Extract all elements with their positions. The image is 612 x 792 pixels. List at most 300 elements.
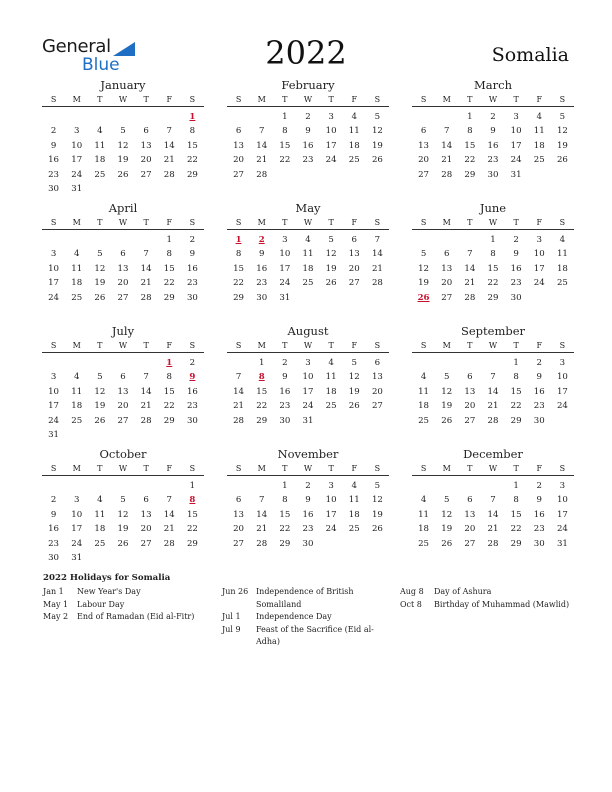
- day-cell: 10: [325, 126, 337, 137]
- month-title: February: [281, 78, 335, 92]
- day-cell: 16: [279, 386, 291, 397]
- weekday-label: W: [303, 95, 313, 104]
- weekday-header: [227, 339, 389, 353]
- day-cell: 13: [348, 249, 360, 260]
- weekday-label: M: [257, 218, 266, 227]
- weekday-label: T: [143, 464, 149, 473]
- holiday-day-cell: 26: [417, 292, 430, 303]
- day-cell: 18: [348, 140, 360, 151]
- day-cell: 12: [371, 495, 383, 506]
- day-cell: 7: [166, 126, 172, 137]
- day-cell: 28: [256, 169, 268, 180]
- weekday-label: T: [328, 95, 334, 104]
- month-july: [42, 324, 204, 442]
- weekday-header: [227, 462, 389, 476]
- weekday-label: T: [282, 95, 288, 104]
- day-cell: 8: [166, 249, 172, 260]
- weekday-label: M: [72, 464, 81, 473]
- day-cell: 9: [536, 372, 542, 383]
- day-blank: [111, 233, 134, 247]
- day-cell: 13: [233, 509, 245, 520]
- day-grid: [227, 230, 389, 305]
- day-cell: 29: [163, 415, 175, 426]
- day-cell: 8: [282, 126, 288, 137]
- day-cell: 9: [305, 126, 311, 137]
- day-blank: [227, 356, 250, 370]
- day-cell: 14: [140, 386, 152, 397]
- weekday-label: F: [166, 95, 173, 104]
- day-cell: 15: [279, 140, 291, 151]
- day-cell: 24: [510, 155, 522, 166]
- day-cell: 27: [371, 401, 383, 412]
- holiday-list-title: 2022 Holidays for Somalia: [43, 573, 171, 583]
- day-blank: [65, 356, 88, 370]
- day-cell: 18: [71, 401, 83, 412]
- day-cell: 22: [279, 155, 291, 166]
- day-cell: 1: [282, 112, 288, 122]
- weekday-label: T: [97, 341, 103, 350]
- day-cell: 2: [305, 481, 311, 491]
- holiday-day-cell: 1: [235, 235, 242, 245]
- day-grid: [42, 353, 204, 442]
- day-cell: 24: [71, 169, 83, 180]
- day-cell: 16: [302, 509, 314, 520]
- day-cell: 6: [120, 249, 126, 260]
- day-grid: [227, 107, 389, 182]
- day-cell: 5: [120, 126, 126, 137]
- day-cell: 11: [94, 509, 106, 520]
- day-cell: 4: [420, 372, 427, 383]
- day-cell: 31: [71, 552, 83, 563]
- day-cell: 4: [420, 495, 427, 506]
- day-grid: [412, 107, 574, 182]
- holiday-date: Jul 1: [222, 612, 241, 621]
- day-cell: 2: [513, 235, 519, 245]
- day-cell: 5: [559, 112, 566, 122]
- day-cell: 19: [441, 524, 453, 535]
- day-blank: [42, 110, 65, 124]
- day-cell: 25: [302, 278, 314, 289]
- day-cell: 7: [443, 126, 450, 137]
- weekday-label: T: [143, 95, 149, 104]
- day-cell: 27: [348, 278, 360, 289]
- day-cell: 16: [533, 386, 545, 397]
- holiday-item: [43, 611, 211, 624]
- day-cell: 20: [140, 155, 152, 166]
- day-cell: 15: [186, 140, 198, 151]
- day-blank: [42, 356, 65, 370]
- day-cell: 16: [48, 524, 60, 535]
- weekday-label: M: [72, 341, 81, 350]
- day-cell: 3: [328, 112, 334, 122]
- day-cell: 15: [163, 263, 175, 274]
- day-cell: 14: [464, 263, 476, 274]
- weekday-header: [227, 216, 389, 230]
- day-cell: 25: [418, 415, 430, 426]
- weekday-label: T: [328, 341, 334, 350]
- day-cell: 10: [48, 263, 60, 274]
- day-cell: 13: [140, 509, 152, 520]
- weekday-header: [412, 216, 574, 230]
- month-title: May: [295, 201, 321, 215]
- day-cell: 27: [140, 169, 152, 180]
- holiday-list: [43, 572, 583, 646]
- day-cell: 7: [235, 372, 242, 383]
- day-cell: 5: [97, 249, 103, 260]
- holiday-day-cell: 1: [166, 358, 173, 368]
- month-title: July: [111, 324, 135, 338]
- day-cell: 11: [302, 249, 314, 260]
- day-cell: 4: [536, 112, 542, 122]
- month-january: [42, 78, 204, 196]
- weekday-label: S: [50, 464, 57, 473]
- holiday-date: May 1: [43, 599, 69, 609]
- day-cell: 15: [186, 509, 198, 520]
- day-blank: [458, 233, 481, 247]
- day-cell: 15: [464, 140, 476, 151]
- day-blank: [481, 479, 504, 493]
- day-cell: 7: [258, 126, 265, 137]
- day-cell: 26: [441, 538, 453, 549]
- weekday-label: W: [303, 341, 313, 350]
- day-cell: 17: [279, 263, 291, 274]
- day-cell: 18: [533, 140, 545, 151]
- day-cell: 5: [120, 495, 126, 506]
- day-blank: [227, 110, 250, 124]
- day-cell: 10: [556, 372, 568, 383]
- day-cell: 10: [279, 249, 291, 260]
- day-cell: 20: [441, 278, 453, 289]
- day-cell: 19: [371, 140, 383, 151]
- day-cell: 3: [73, 126, 80, 137]
- weekday-label: S: [189, 95, 196, 104]
- day-cell: 11: [94, 140, 106, 151]
- day-cell: 19: [441, 401, 453, 412]
- day-cell: 5: [443, 372, 450, 383]
- day-grid: [42, 476, 204, 565]
- day-cell: 17: [71, 524, 83, 535]
- day-cell: 9: [50, 140, 57, 151]
- day-cell: 29: [464, 169, 476, 180]
- day-cell: 8: [490, 249, 496, 260]
- day-cell: 27: [233, 538, 245, 549]
- day-cell: 9: [50, 509, 57, 520]
- day-cell: 31: [48, 429, 60, 440]
- day-cell: 12: [441, 509, 453, 520]
- day-blank: [435, 356, 458, 370]
- day-cell: 12: [348, 372, 360, 383]
- day-blank: [135, 110, 158, 124]
- weekday-label: S: [235, 464, 242, 473]
- day-cell: 11: [325, 372, 337, 383]
- day-cell: 24: [556, 401, 568, 412]
- weekday-label: W: [488, 341, 498, 350]
- day-cell: 21: [256, 524, 268, 535]
- logo-blue-text: Blue: [82, 55, 120, 75]
- day-cell: 22: [256, 401, 268, 412]
- day-cell: 14: [163, 140, 175, 151]
- weekday-label: T: [328, 218, 334, 227]
- day-cell: 26: [348, 401, 360, 412]
- day-blank: [88, 356, 111, 370]
- weekday-label: T: [282, 341, 288, 350]
- day-cell: 18: [71, 278, 83, 289]
- day-cell: 8: [513, 495, 519, 506]
- day-cell: 2: [536, 358, 542, 368]
- month-title: November: [277, 447, 339, 461]
- day-cell: 27: [233, 169, 245, 180]
- holiday-date: Jun 26: [222, 587, 249, 596]
- day-cell: 23: [487, 155, 499, 166]
- day-cell: 3: [559, 481, 566, 491]
- day-cell: 14: [441, 140, 453, 151]
- weekday-label: F: [536, 218, 543, 227]
- day-cell: 20: [371, 386, 383, 397]
- month-title: September: [460, 324, 526, 338]
- day-cell: 26: [94, 415, 106, 426]
- day-cell: 7: [166, 495, 172, 506]
- day-cell: 11: [71, 263, 83, 274]
- weekday-header: [412, 462, 574, 476]
- day-cell: 13: [464, 509, 476, 520]
- day-cell: 15: [256, 386, 268, 397]
- day-cell: 9: [189, 249, 196, 260]
- holiday-name: Independence Day: [256, 612, 332, 621]
- day-cell: 1: [189, 481, 196, 491]
- day-cell: 10: [556, 495, 568, 506]
- day-cell: 4: [97, 495, 103, 506]
- day-cell: 27: [117, 415, 129, 426]
- day-cell: 15: [279, 509, 291, 520]
- weekday-label: F: [351, 341, 358, 350]
- day-cell: 21: [140, 401, 152, 412]
- holiday-date: Jul 9: [222, 624, 241, 634]
- day-cell: 28: [256, 538, 268, 549]
- day-cell: 9: [305, 495, 311, 506]
- day-blank: [111, 110, 134, 124]
- day-blank: [88, 233, 111, 247]
- weekday-label: T: [513, 218, 519, 227]
- weekday-header: [42, 462, 204, 476]
- weekday-label: S: [559, 341, 566, 350]
- holiday-name: Independence of British Somaliland: [256, 587, 354, 609]
- day-cell: 7: [258, 495, 265, 506]
- day-cell: 2: [305, 112, 311, 122]
- day-cell: 20: [418, 155, 430, 166]
- weekday-header: [412, 93, 574, 107]
- day-cell: 23: [302, 155, 314, 166]
- holiday-name: New Year's Day: [77, 587, 141, 596]
- day-blank: [250, 479, 273, 493]
- month-may: [227, 201, 389, 305]
- day-cell: 12: [94, 386, 106, 397]
- day-cell: 9: [536, 495, 542, 506]
- holiday-item: [43, 599, 211, 612]
- weekday-label: S: [235, 341, 242, 350]
- day-cell: 2: [189, 358, 196, 368]
- day-cell: 2: [536, 481, 542, 491]
- weekday-label: M: [72, 95, 81, 104]
- day-cell: 30: [48, 183, 60, 194]
- day-cell: 29: [487, 292, 499, 303]
- weekday-label: F: [536, 341, 543, 350]
- day-cell: 7: [143, 249, 149, 260]
- weekday-label: W: [488, 464, 498, 473]
- weekday-label: S: [374, 218, 381, 227]
- day-cell: 10: [325, 495, 337, 506]
- weekday-label: T: [282, 464, 288, 473]
- holiday-item: [222, 586, 382, 611]
- day-cell: 23: [186, 401, 198, 412]
- weekday-label: F: [351, 95, 358, 104]
- weekday-label: T: [97, 218, 103, 227]
- day-cell: 12: [325, 249, 337, 260]
- day-cell: 13: [441, 263, 453, 274]
- day-cell: 14: [487, 386, 499, 397]
- holiday-name: Feast of the Sacrifice (Eid al-Adha): [256, 624, 374, 646]
- weekday-label: W: [118, 218, 128, 227]
- day-cell: 10: [533, 249, 545, 260]
- day-cell: 17: [556, 386, 568, 397]
- day-cell: 2: [490, 112, 496, 122]
- day-cell: 19: [418, 278, 430, 289]
- day-cell: 6: [467, 372, 473, 383]
- holiday-name: Birthday of Muhammad (Mawlid): [434, 599, 570, 609]
- day-cell: 26: [117, 169, 129, 180]
- day-cell: 22: [163, 401, 175, 412]
- day-cell: 5: [443, 495, 450, 506]
- day-cell: 6: [235, 126, 242, 137]
- day-cell: 16: [510, 263, 522, 274]
- day-cell: 12: [117, 509, 129, 520]
- month-title: April: [108, 201, 138, 215]
- day-cell: 16: [48, 155, 60, 166]
- day-cell: 8: [189, 126, 196, 137]
- weekday-label: T: [467, 464, 473, 473]
- month-october: [42, 447, 204, 565]
- day-blank: [135, 356, 158, 370]
- day-cell: 22: [163, 278, 175, 289]
- day-cell: 4: [351, 481, 357, 491]
- day-cell: 29: [163, 292, 175, 303]
- month-august: [227, 324, 389, 428]
- day-blank: [135, 233, 158, 247]
- day-cell: 23: [48, 538, 60, 549]
- day-cell: 13: [233, 140, 245, 151]
- day-cell: 15: [163, 386, 175, 397]
- day-cell: 20: [117, 401, 129, 412]
- weekday-label: T: [513, 341, 519, 350]
- day-cell: 2: [50, 126, 57, 137]
- day-cell: 25: [94, 538, 106, 549]
- holiday-column: [43, 586, 211, 624]
- day-cell: 6: [443, 249, 450, 260]
- day-cell: 13: [117, 386, 129, 397]
- logo-general-text: General: [42, 36, 111, 57]
- day-cell: 22: [279, 524, 291, 535]
- day-cell: 22: [233, 278, 245, 289]
- day-cell: 30: [279, 415, 291, 426]
- month-december: [412, 447, 574, 551]
- day-cell: 24: [71, 538, 83, 549]
- day-cell: 31: [302, 415, 314, 426]
- day-cell: 27: [117, 292, 129, 303]
- month-title: January: [100, 78, 146, 92]
- day-cell: 21: [256, 155, 268, 166]
- day-cell: 6: [235, 495, 242, 506]
- weekday-header: [412, 339, 574, 353]
- day-cell: 30: [533, 415, 545, 426]
- day-cell: 28: [163, 538, 175, 549]
- day-cell: 18: [348, 509, 360, 520]
- day-cell: 20: [464, 524, 476, 535]
- day-cell: 27: [418, 169, 430, 180]
- weekday-header: [42, 93, 204, 107]
- day-cell: 30: [186, 292, 198, 303]
- day-cell: 14: [163, 509, 175, 520]
- day-cell: 9: [282, 372, 288, 383]
- day-cell: 10: [71, 140, 83, 151]
- day-cell: 11: [556, 249, 568, 260]
- day-cell: 14: [256, 140, 268, 151]
- weekday-label: F: [536, 464, 543, 473]
- day-cell: 25: [556, 278, 568, 289]
- weekday-label: W: [118, 341, 128, 350]
- day-cell: 3: [282, 235, 288, 245]
- day-cell: 18: [418, 401, 430, 412]
- weekday-label: S: [374, 95, 381, 104]
- weekday-label: M: [72, 218, 81, 227]
- day-cell: 29: [186, 538, 198, 549]
- day-cell: 22: [186, 524, 198, 535]
- day-cell: 23: [48, 169, 60, 180]
- day-cell: 5: [97, 372, 103, 383]
- day-blank: [412, 356, 435, 370]
- month-june: [412, 201, 574, 305]
- weekday-label: M: [257, 95, 266, 104]
- day-blank: [42, 233, 65, 247]
- day-blank: [435, 110, 458, 124]
- weekday-label: S: [374, 341, 381, 350]
- day-cell: 29: [510, 415, 522, 426]
- day-cell: 7: [374, 235, 381, 245]
- day-grid: [227, 353, 389, 428]
- day-cell: 23: [186, 278, 198, 289]
- day-cell: 14: [371, 249, 383, 260]
- holiday-day-cell: 2: [258, 235, 265, 245]
- day-cell: 13: [117, 263, 129, 274]
- month-title: December: [463, 447, 523, 461]
- day-cell: 8: [513, 372, 519, 383]
- month-march: [412, 78, 574, 182]
- day-cell: 3: [513, 112, 519, 122]
- day-cell: 24: [325, 155, 337, 166]
- day-cell: 7: [490, 495, 496, 506]
- day-cell: 15: [233, 263, 245, 274]
- weekday-label: S: [235, 95, 242, 104]
- weekday-label: M: [442, 95, 451, 104]
- day-cell: 2: [189, 235, 196, 245]
- day-cell: 11: [418, 509, 430, 520]
- day-cell: 18: [94, 155, 106, 166]
- day-cell: 21: [487, 524, 499, 535]
- day-cell: 10: [71, 509, 83, 520]
- calendar-country: Somalia: [491, 44, 569, 66]
- day-cell: 11: [348, 126, 360, 137]
- day-cell: 6: [420, 126, 427, 137]
- day-cell: 18: [325, 386, 337, 397]
- day-cell: 29: [233, 292, 245, 303]
